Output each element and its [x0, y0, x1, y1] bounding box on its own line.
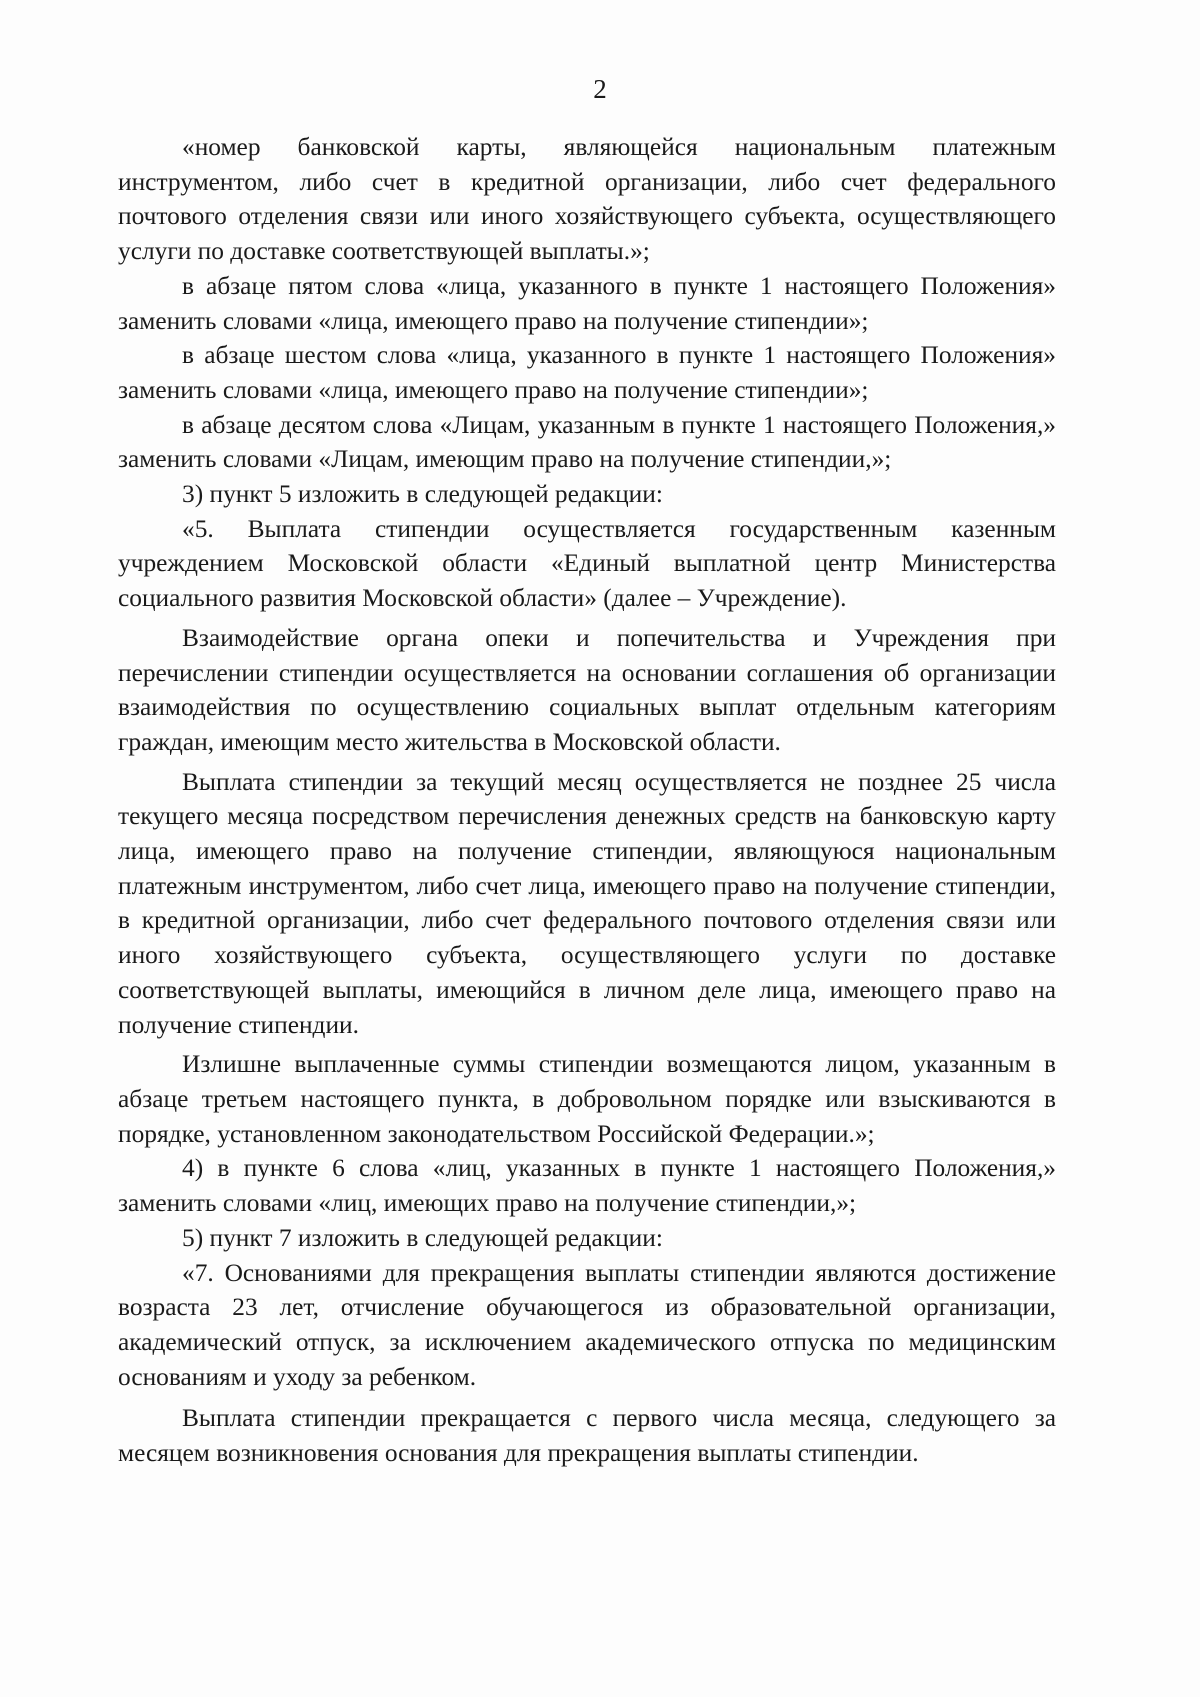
- paragraph: «7. Основаниями для прекращения выплаты стипендии являются достижение возраста 23 лет, отчисление обучающегося из образовательной организации, академический отпуск, за исключением академического отпуска по медицинским основаниям и уходу за ребенком.: [118, 1258, 1056, 1391]
- paragraph: «номер банковской карты, являющейся национальным платежным инструментом, либо счет в кредитной организации, либо счет федерального почтового отделения связи или иного хозяйствующего субъекта, осуществляющего услуги по доставке соответствующей выплаты.»;: [118, 133, 1056, 266]
- paragraph: «5. Выплата стипендии осуществляется государственным казенным учреждением Московской области «Единый выплатной центр Министерства социального развития Московской области» (далее – Учреждение).: [118, 514, 1056, 613]
- paragraph: в абзаце шестом слова «лица, указанного в пункте 1 настоящего Положения» заменить словами «лица, имеющего право на получение стипендии»;: [118, 341, 1056, 404]
- paragraph: 4) в пункте 6 слова «лиц, указанных в пункте 1 настоящего Положения,» заменить словами «лиц, имеющих право на получение стипендии,»;: [118, 1154, 1056, 1218]
- paragraph: 3) пункт 5 изложить в следующей редакции:: [182, 480, 663, 509]
- page-number: 2: [593, 74, 607, 104]
- paragraph: Выплата стипендии прекращается с первого числа месяца, следующего за месяцем возникновения основания для прекращения выплаты стипендии.: [118, 1404, 1056, 1468]
- paragraph: Взаимодействие органа опеки и попечительства и Учреждения при перечислении стипендии осуществляется на основании соглашения об организации взаимодействия по осуществлению социальных выплат отдельным категориям граждан, имеющим место жительства в Московской области.: [118, 623, 1056, 756]
- paragraph: в абзаце пятом слова «лица, указанного в пункте 1 настоящего Положения» заменить словами «лица, имеющего право на получение стипендии»;: [118, 271, 1056, 335]
- paragraph: 5) пункт 7 изложить в следующей редакции:: [182, 1223, 663, 1252]
- paragraph: Излишне выплаченные суммы стипендии возмещаются лицом, указанным в абзаце третьем настоящего пункта, в добровольном порядке или взыскиваются в порядке, установленном законодательством Российской Федерации.»;: [118, 1050, 1056, 1148]
- paragraph: Выплата стипендии за текущий месяц осуществляется не позднее 25 числа текущего месяца посредством перечисления денежных средств на банковскую карту лица, имеющего право на получение стипендии, являющуюся национальным платежным инструментом, либо счет лица, имеющего право на получение стипендии, в кредитной организации, либо счет федерального почтового отделения связи или иного хозяйствующего субъекта, осуществляющего услуги по доставке соответствующей выплаты, имеющийся в личном деле лица, имеющего право на получение стипендии.: [118, 767, 1056, 1039]
- paragraph: в абзаце десятом слова «Лицам, указанным в пункте 1 настоящего Положения,» заменить словами «Лицам, имеющим право на получение стипендии,»;: [118, 410, 1056, 474]
- document-body: [118, 130, 1056, 1471]
